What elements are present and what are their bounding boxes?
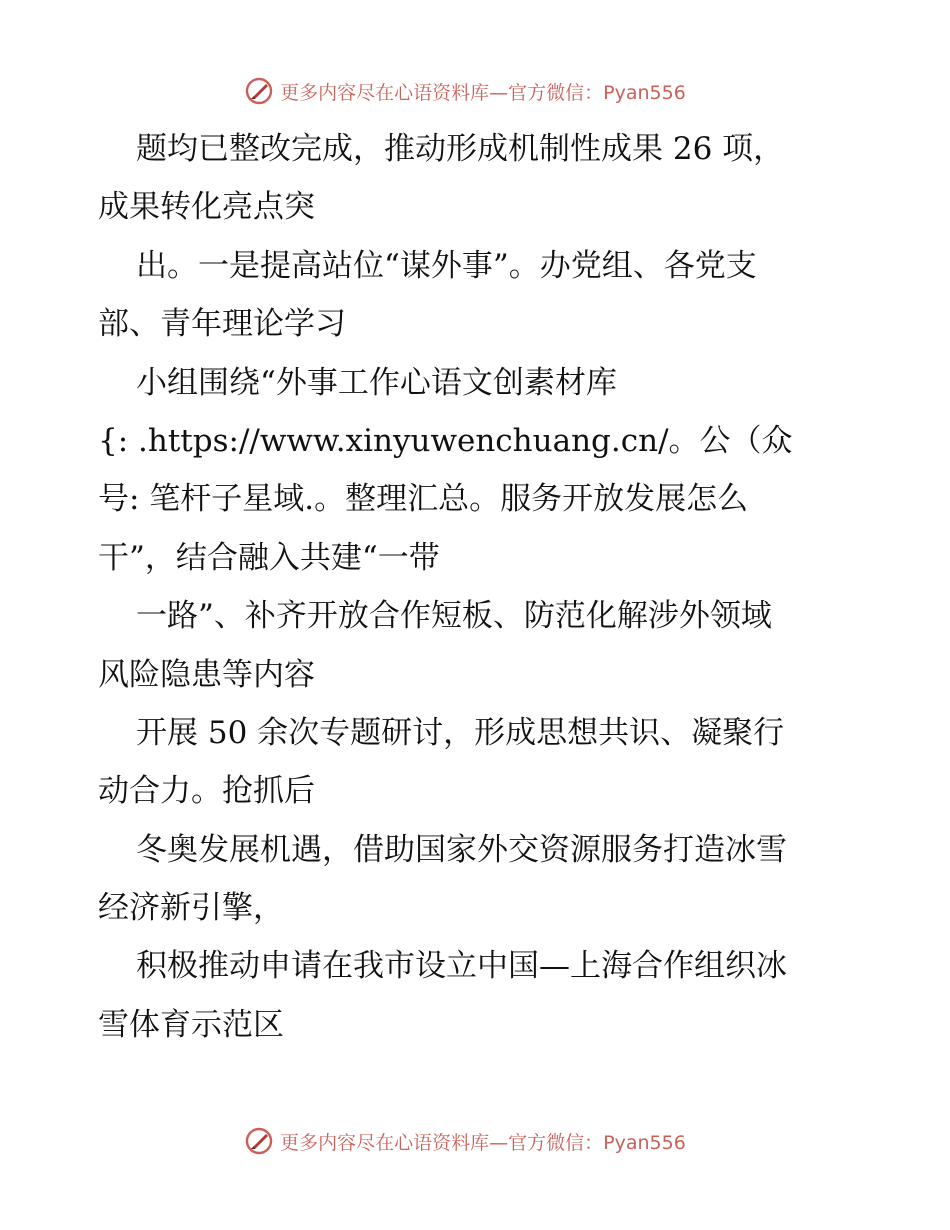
text-line: 一路”、补齐开放合作短板、防范化解涉外领域 <box>136 598 772 635</box>
text-line: 小组围绕“外事工作心语文创素材库 <box>136 364 617 401</box>
text-line: 开展 50 余次专题研讨，形成思想共识、凝聚行 <box>136 714 785 751</box>
watermark-text: 更多内容尽在心语资料库—官方微信：Pyan556 <box>280 1131 686 1154</box>
text-line: 冬奥发展机遇，借助国家外交资源服务打造冰雪 <box>136 831 787 868</box>
header-watermark <box>0 71 950 111</box>
text-line: {: .https://www.xinyuwenchuang.cn/。公（众 <box>98 422 793 459</box>
text-line: 部、青年理论学习 <box>98 306 346 343</box>
text-line: 雪体育示范区 <box>98 1006 284 1043</box>
text-line: 出。一是提高站位“谋外事”。办党组、各党支 <box>136 247 757 284</box>
quill-logo-icon <box>244 1126 274 1156</box>
text-line: 动合力。抢抓后 <box>98 773 315 810</box>
text-line: 成果转化亮点突 <box>98 189 315 226</box>
quill-logo-icon <box>244 76 274 106</box>
text-line: 风险隐患等内容 <box>98 656 315 693</box>
text-line: 干”，结合融入共建“一带 <box>98 539 440 576</box>
text-line: 经济新引擎， <box>98 890 284 927</box>
text-line: 号: 笔杆子星域.。整理汇总。服务开放发展怎么 <box>98 481 749 518</box>
text-line: 题均已整改完成，推动形成机制性成果 26 项， <box>136 131 785 167</box>
footer-watermark <box>0 1121 950 1161</box>
document-body <box>98 120 858 1054</box>
text-line: 积极推动申请在我市设立中国—上海合作组织冰 <box>136 948 787 985</box>
watermark-text: 更多内容尽在心语资料库—官方微信：Pyan556 <box>280 81 686 104</box>
